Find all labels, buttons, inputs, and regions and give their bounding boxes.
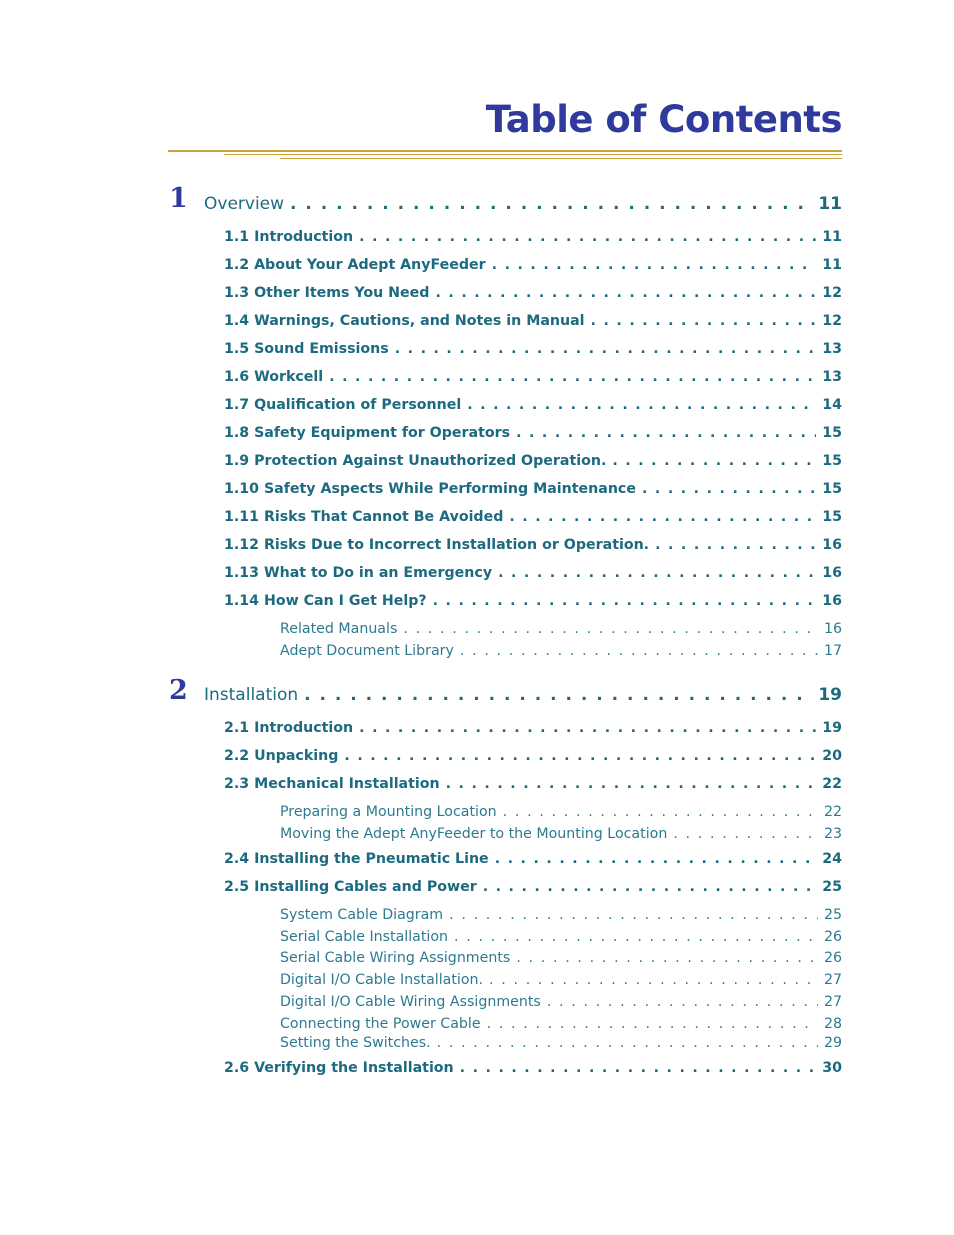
toc-entry[interactable]	[224, 481, 842, 497]
entry-label: 1.7 Qualification of Personnel	[224, 397, 462, 413]
dot-leader	[673, 826, 818, 842]
entry-label: 1.12 Risks Due to Incorrect Installation or Operation.	[224, 537, 650, 553]
page-number: 19	[822, 720, 842, 736]
page-number: 27	[823, 972, 842, 988]
subentry-label: Serial Cable Installation	[280, 929, 449, 945]
page-number: 26	[823, 929, 842, 945]
page-number: 17	[823, 643, 842, 659]
page-number: 12	[822, 285, 842, 301]
subentry-label: Adept Document Library	[280, 643, 454, 659]
subentry-label: Moving the Adept AnyFeeder to the Mounting Location	[280, 826, 668, 842]
dot-leader	[503, 804, 818, 820]
dot-leader	[655, 537, 816, 553]
subentry-label: Serial Cable Wiring Assignments	[280, 950, 511, 966]
page-number: 29	[823, 1035, 842, 1051]
entry-label: 1.11 Risks That Cannot Be Avoided	[224, 509, 504, 525]
toc-entry[interactable]	[224, 537, 842, 553]
entry-label: 1.8 Safety Equipment for Operators	[224, 425, 511, 441]
page-number: 25	[823, 907, 842, 923]
entry-label: 2.5 Installing Cables and Power	[224, 879, 477, 895]
dot-leader	[329, 369, 816, 385]
toc-entry[interactable]	[224, 257, 842, 273]
toc-subentry[interactable]	[280, 1035, 842, 1051]
page-number: 12	[822, 313, 842, 329]
page-number: 11	[822, 257, 842, 273]
page-number: 16	[823, 621, 842, 637]
toc-entry[interactable]	[224, 453, 842, 469]
dot-leader	[460, 643, 818, 659]
toc-entry[interactable]	[224, 369, 842, 385]
subentry-label: Digital I/O Cable Wiring Assignments	[280, 994, 541, 1010]
toc-subentry[interactable]	[280, 621, 842, 637]
subentry-label: Digital I/O Cable Installation.	[280, 972, 484, 988]
dot-leader	[446, 776, 817, 792]
page-number: 22	[822, 776, 842, 792]
entry-label: 1.9 Protection Against Unauthorized Operation.	[224, 453, 607, 469]
toc-entry[interactable]	[224, 229, 842, 245]
page-number: 19	[818, 685, 842, 705]
dot-leader	[498, 565, 816, 581]
toc-entry[interactable]	[224, 397, 842, 413]
page-title: Table of Contents	[485, 98, 842, 141]
entry-label: 1.3 Other Items You Need	[224, 285, 430, 301]
toc-entry[interactable]	[224, 313, 842, 329]
dot-leader	[489, 972, 818, 988]
dot-leader	[509, 509, 816, 525]
page-number: 15	[822, 453, 842, 469]
page-number: 11	[822, 229, 842, 245]
chapter-title: Overview	[204, 194, 285, 214]
toc-chapter-installation[interactable]	[204, 685, 842, 705]
dot-leader	[449, 907, 818, 923]
dot-leader	[359, 229, 816, 245]
toc-entry[interactable]	[224, 509, 842, 525]
entry-label: 1.5 Sound Emissions	[224, 341, 389, 357]
page-number: 24	[822, 851, 842, 867]
page-number: 14	[822, 397, 842, 413]
toc-subentry[interactable]	[280, 929, 842, 945]
subentry-label: Related Manuals	[280, 621, 398, 637]
page-number: 13	[822, 369, 842, 385]
title-rule-middle	[224, 154, 842, 155]
toc-subentry[interactable]	[280, 950, 842, 966]
dot-leader	[591, 313, 817, 329]
dot-leader	[547, 994, 818, 1010]
entry-label: 1.2 About Your Adept AnyFeeder	[224, 257, 486, 273]
entry-label: 2.3 Mechanical Installation	[224, 776, 440, 792]
toc-subentry[interactable]	[280, 1016, 842, 1032]
dot-leader	[460, 1060, 817, 1076]
toc-entry[interactable]	[224, 748, 842, 764]
dot-leader	[516, 950, 818, 966]
page-number: 25	[822, 879, 842, 895]
toc-subentry[interactable]	[280, 804, 842, 820]
page-number: 26	[823, 950, 842, 966]
toc-entry[interactable]	[224, 285, 842, 301]
subentry-label: System Cable Diagram	[280, 907, 444, 923]
page-number: 16	[822, 565, 842, 581]
dot-leader	[290, 194, 812, 214]
dot-leader	[304, 685, 812, 705]
entry-label: 1.6 Workcell	[224, 369, 324, 385]
entry-label: 1.13 What to Do in an Emergency	[224, 565, 493, 581]
subentry-label: Setting the Switches.	[280, 1035, 431, 1051]
page-number: 22	[823, 804, 842, 820]
toc-subentry[interactable]	[280, 994, 842, 1010]
dot-leader	[454, 929, 818, 945]
page-number: 13	[822, 341, 842, 357]
entry-label: 1.4 Warnings, Cautions, and Notes in Manual	[224, 313, 585, 329]
dot-leader	[642, 481, 816, 497]
toc-entry[interactable]	[224, 1060, 842, 1076]
toc-entry[interactable]	[224, 879, 842, 895]
subentry-label: Preparing a Mounting Location	[280, 804, 497, 820]
dot-leader	[495, 851, 817, 867]
subentry-label: Connecting the Power Cable	[280, 1016, 481, 1032]
toc-subentry[interactable]	[280, 972, 842, 988]
entry-label: 2.6 Verifying the Installation	[224, 1060, 454, 1076]
page-number: 15	[822, 509, 842, 525]
dot-leader	[487, 1016, 818, 1032]
entry-label: 2.2 Unpacking	[224, 748, 339, 764]
toc-entry[interactable]	[224, 593, 842, 609]
title-rule-top	[168, 150, 842, 152]
dot-leader	[612, 453, 816, 469]
entry-label: 2.4 Installing the Pneumatic Line	[224, 851, 489, 867]
page-number: 28	[823, 1016, 842, 1032]
toc-chapter-overview[interactable]	[204, 194, 842, 214]
dot-leader	[433, 593, 817, 609]
page-number: 23	[823, 826, 842, 842]
toc-entry[interactable]	[224, 425, 842, 441]
title-rule-bottom	[280, 158, 842, 159]
toc-entry[interactable]	[224, 565, 842, 581]
page-number: 15	[822, 481, 842, 497]
dot-leader	[344, 748, 816, 764]
dot-leader	[435, 285, 816, 301]
dot-leader	[516, 425, 816, 441]
page-number: 11	[818, 194, 842, 214]
dot-leader	[467, 397, 816, 413]
entry-label: 2.1 Introduction	[224, 720, 354, 736]
chapter-number: 1	[169, 183, 188, 214]
entry-label: 1.14 How Can I Get Help?	[224, 593, 427, 609]
page-number: 27	[823, 994, 842, 1010]
page-number: 16	[822, 537, 842, 553]
toc-subentry[interactable]	[280, 826, 842, 842]
page-number: 16	[822, 593, 842, 609]
toc-entry[interactable]	[224, 851, 842, 867]
dot-leader	[437, 1035, 818, 1051]
toc-entry[interactable]	[224, 776, 842, 792]
toc-subentry[interactable]	[280, 643, 842, 659]
page-number: 30	[822, 1060, 842, 1076]
toc-subentry[interactable]	[280, 907, 842, 923]
entry-label: 1.1 Introduction	[224, 229, 354, 245]
dot-leader	[359, 720, 816, 736]
dot-leader	[492, 257, 817, 273]
entry-label: 1.10 Safety Aspects While Performing Maintenance	[224, 481, 636, 497]
page-number: 15	[822, 425, 842, 441]
toc-entry[interactable]	[224, 341, 842, 357]
page-number: 20	[822, 748, 842, 764]
chapter-number: 2	[169, 675, 188, 706]
toc-entry[interactable]	[224, 720, 842, 736]
dot-leader	[483, 879, 817, 895]
dot-leader	[395, 341, 817, 357]
chapter-title: Installation	[204, 685, 299, 705]
dot-leader	[403, 621, 818, 637]
